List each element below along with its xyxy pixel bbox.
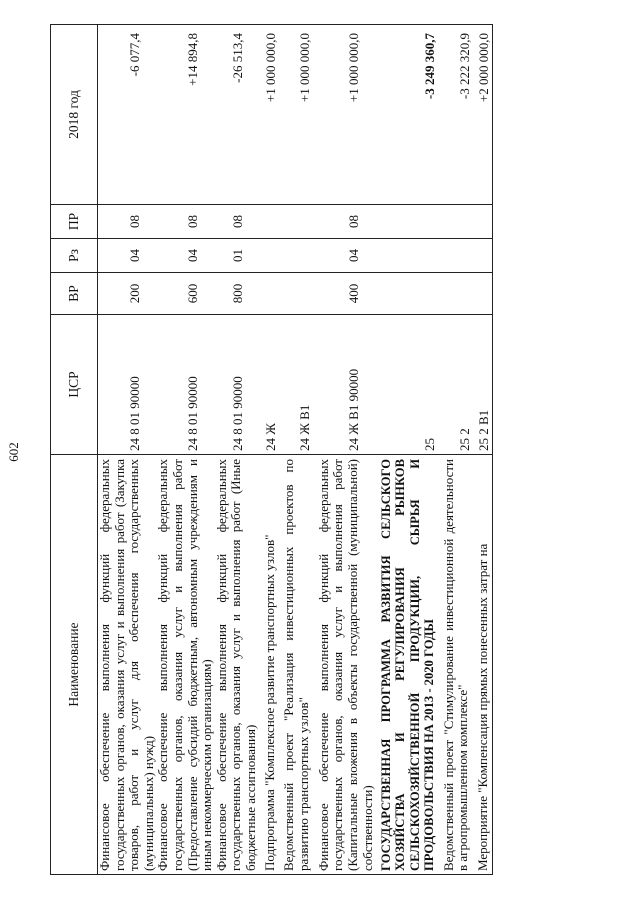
row-amount: +1 000 000,0 [282, 25, 313, 205]
row-name: Финансовое обеспечение выполнения функций федеральных государственных органов, оказания услуг и выполнения работ (Иные бюджетные ассигнования) [215, 455, 259, 875]
row-name: Финансовое обеспечение выполнения функций федеральных государственных органов, оказания услуг и выполнения работ (Закупка товаров, работ и услуг для обеспечения государственных (муниципальных) нужд) [98, 455, 157, 875]
row-rz [263, 239, 279, 273]
row-pr: 08 [98, 205, 157, 239]
row-vr: 400 [317, 273, 375, 315]
row-amount: -6 077,4 [98, 25, 157, 205]
table-header-row [51, 25, 98, 875]
page-number-area [0, 0, 36, 905]
row-vr: 200 [98, 273, 157, 315]
row-csr: 24 8 01 90000 [215, 315, 259, 455]
table-row [215, 25, 259, 875]
page-number: 602 [6, 442, 21, 462]
row-pr: 08 [317, 205, 375, 239]
row-csr: 25 2 В1 [476, 315, 492, 455]
row-amount: -3 249 360,7 [379, 25, 438, 205]
table-row [263, 25, 279, 875]
row-name: ГОСУДАРСТВЕННАЯ ПРОГРАММА РАЗВИТИЯ СЕЛЬСКОГО ХОЗЯЙСТВА И РЕГУЛИРОВАНИЯ РЫНКОВ СЕЛЬСКОХОЗЯЙСТВЕННОЙ ПРОДУКЦИИ, СЫРЬЯ И ПРОДОВОЛЬСТВИЯ НА 2013 - 2020 ГОДЫ [379, 455, 438, 875]
row-vr: 600 [156, 273, 214, 315]
row-pr [379, 205, 438, 239]
row-rz [282, 239, 313, 273]
row-pr [263, 205, 279, 239]
row-pr: 08 [156, 205, 214, 239]
row-vr [282, 273, 313, 315]
row-name: Ведомственный проект "Стимулирование инвестиционной деятельности в агропромышленном комплексе" [442, 455, 473, 875]
table-row [317, 25, 375, 875]
header-name: Наименование [51, 455, 98, 875]
row-name: Финансовое обеспечение выполнения функций федеральных государственных органов, оказания услуг и выполнения работ (Капитальные вложения в объекты государственной (муниципальной) собственности) [317, 455, 375, 875]
row-vr [263, 273, 279, 315]
row-csr: 24 Ж [263, 315, 279, 455]
table-row [379, 25, 438, 875]
row-amount: -26 513,4 [215, 25, 259, 205]
budget-table [50, 24, 493, 875]
row-vr [379, 273, 438, 315]
row-rz [442, 239, 473, 273]
row-pr [476, 205, 492, 239]
row-pr: 08 [215, 205, 259, 239]
row-amount: +1 000 000,0 [317, 25, 375, 205]
row-vr: 800 [215, 273, 259, 315]
table-row [98, 25, 157, 875]
row-csr: 24 Ж В1 [282, 315, 313, 455]
header-vr: ВР [51, 273, 98, 315]
rotated-page-content [50, 25, 615, 875]
row-name: Мероприятие "Компенсация прямых понесенных затрат на [476, 455, 492, 875]
row-rz: 01 [215, 239, 259, 273]
row-pr [442, 205, 473, 239]
header-year: 2018 год [51, 25, 98, 205]
row-rz: 04 [317, 239, 375, 273]
row-csr: 25 2 [442, 315, 473, 455]
row-rz [476, 239, 492, 273]
row-name: Подпрограмма "Комплексное развитие транспортных узлов" [263, 455, 279, 875]
table-row [476, 25, 492, 875]
row-vr [476, 273, 492, 315]
header-rz: Рз [51, 239, 98, 273]
row-pr [282, 205, 313, 239]
row-amount: -3 222 320,9 [442, 25, 473, 205]
row-rz [379, 239, 438, 273]
row-amount: +2 000 000,0 [476, 25, 492, 205]
row-name: Финансовое обеспечение выполнения функций федеральных государственных органов, оказания услуг и выполнения работ (Предоставление субсидий бюджетным, автономным учреждениям и иным некоммерческим организациям) [156, 455, 214, 875]
row-csr: 24 8 01 90000 [156, 315, 214, 455]
row-amount: +14 894,8 [156, 25, 214, 205]
row-csr: 24 8 01 90000 [98, 315, 157, 455]
row-vr [442, 273, 473, 315]
table-row [282, 25, 313, 875]
table-row [156, 25, 214, 875]
row-rz: 04 [156, 239, 214, 273]
row-rz: 04 [98, 239, 157, 273]
table-row [442, 25, 473, 875]
row-amount: +1 000 000,0 [263, 25, 279, 205]
header-csr: ЦСР [51, 315, 98, 455]
row-csr: 25 [379, 315, 438, 455]
row-name: Ведомственный проект "Реализация инвестиционных проектов по развитию транспортных узлов" [282, 455, 313, 875]
header-pr: ПР [51, 205, 98, 239]
row-csr: 24 Ж В1 90000 [317, 315, 375, 455]
